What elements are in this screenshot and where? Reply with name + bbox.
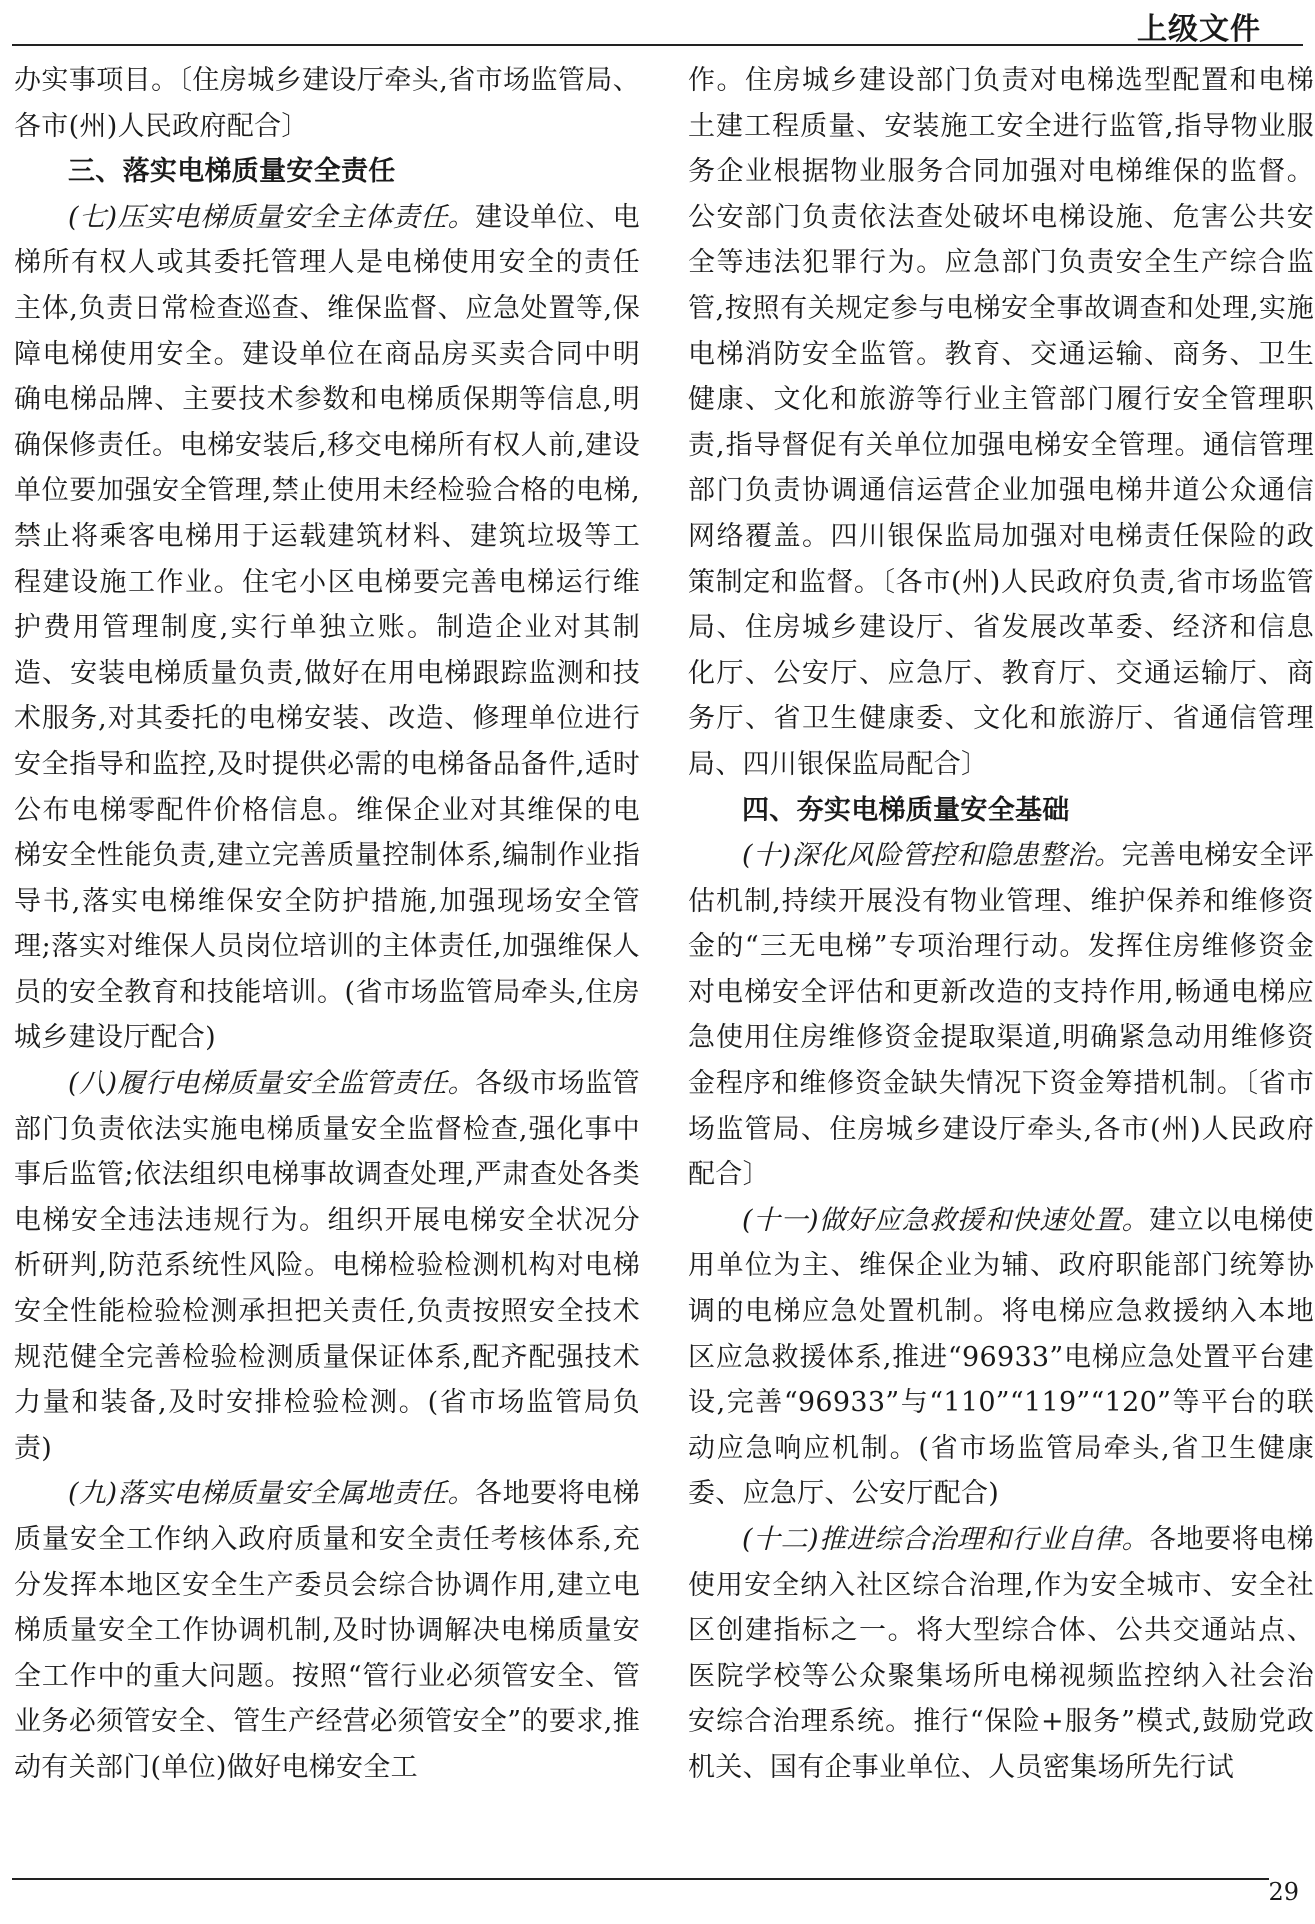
heading-section-3: 三、落实电梯质量安全责任	[68, 156, 396, 188]
heading-section-4: 四、夯实电梯质量安全基础	[742, 794, 1070, 826]
paragraph-11-body: 建立以电梯使用单位为主、维保企业为辅、政府职能部门统筹协调的电梯应急处置机制。将电梯应急救援纳入本地区应急救援体系,推进“96933”电梯应急处置平台建设,完善“96933”与“110”“119”“120”等平台的联动应急响应机制。(省市场监管局牵头,省卫生健康委、应急厅、公安厅配合)	[688, 1204, 1314, 1510]
header-divider	[12, 44, 1303, 46]
section-header-title: 上级文件	[1137, 12, 1261, 47]
paragraph-9-body: 各地要将电梯质量安全工作纳入政府质量和安全责任考核体系,充分发挥本地区安全生产委员会综合协调作用,建立电梯质量安全工作协调机制,及时协调解决电梯质量安全工作中的重大问题。按照“管行业必须管安全、管业务必须管安全、管生产经营必须管安全”的要求,推动有关部门(单位)做好电梯安全工	[14, 1478, 640, 1783]
paragraph-8-lead: (八)履行电梯质量安全监管责任。	[68, 1068, 476, 1100]
paragraph-7-body: 建设单位、电梯所有权人或其委托管理人是电梯使用安全的责任主体,负责日常检查巡查、维保监督、应急处置等,保障电梯使用安全。建设单位在商品房买卖合同中明确电梯品牌、主要技术参数和电梯质保期等信息,明确保修责任。电梯安装后,移交电梯所有权人前,建设单位要加强安全管理,禁止使用未经检验合格的电梯,禁止将乘客电梯用于运载建筑材料、建筑垃圾等工程建设施工作业。住宅小区电梯要完善电梯运行维护费用管理制度,实行单独立账。制造企业对其制造、安装电梯质量负责,做好在用电梯跟踪监测和技术服务,对其委托的电梯安装、改造、修理单位进行安全指导和监控,及时提供必需的电梯备品备件,适时公布电梯零配件价格信息。维保企业对其维保的电梯安全性能负责,建立完善质量控制体系,编制作业指导书,落实电梯维保安全防护措施,加强现场安全管理;落实对维保人员岗位培训的主体责任,加强维保人员的安全教育和技能培训。(省市场监管局牵头,住房城乡建设厅配合)	[14, 201, 640, 1054]
paragraph-7	[14, 195, 640, 1061]
paragraph-8	[14, 1061, 640, 1471]
footer-divider	[12, 1878, 1269, 1880]
page-number: 29	[1268, 1878, 1299, 1906]
right-text-column	[688, 58, 1314, 1791]
paragraph-continued: 作。住房城乡建设部门负责对电梯选型配置和电梯土建工程质量、安装施工安全进行监管,指导物业服务企业根据物业服务合同加强对电梯维保的监督。公安部门负责依法查处破坏电梯设施、危害公共安全等违法犯罪行为。应急部门负责安全生产综合监管,按照有关规定参与电梯安全事故调查和处理,实施电梯消防安全监管。教育、交通运输、商务、卫生健康、文化和旅游等行业主管部门履行安全管理职责,指导督促有关单位加强电梯安全管理。通信管理部门负责协调通信运营企业加强电梯井道公众通信网络覆盖。四川银保监局加强对电梯责任保险的政策制定和监督。〔各市(州)人民政府负责,省市场监管局、住房城乡建设厅、省发展改革委、经济和信息化厅、公安厅、应急厅、教育厅、交通运输厅、商务厅、省卫生健康委、文化和旅游厅、省通信管理局、四川银保监局配合〕	[688, 65, 1314, 780]
paragraph-9-lead: (九)落实电梯质量安全属地责任。	[68, 1478, 476, 1510]
paragraph-10	[688, 833, 1314, 1198]
paragraph-10-body: 完善电梯安全评估机制,持续开展没有物业管理、维护保养和维修资金的“三无电梯”专项治理行动。发挥住房维修资金对电梯安全评估和更新改造的支持作用,畅通电梯应急使用住房维修资金提取渠道,明确紧急动用维修资金程序和维修资金缺失情况下资金筹措机制。〔省市场监管局、住房城乡建设厅牵头,各市(州)人民政府配合〕	[688, 840, 1314, 1191]
paragraph-12-lead: (十二)推进综合治理和行业自律。	[742, 1524, 1150, 1555]
paragraph-11-lead: (十一)做好应急救援和快速处置。	[742, 1204, 1150, 1236]
paragraph-intro: 办实事项目。〔住房城乡建设厅牵头,省市场监管局、各市(州)人民政府配合〕	[14, 65, 640, 142]
paragraph-7-lead: (七)压实电梯质量安全主体责任。	[68, 201, 476, 233]
paragraph-12-body: 各地要将电梯使用安全纳入社区综合治理,作为安全城市、安全社区创建指标之一。将大型综合体、公共交通站点、医院学校等公众聚集场所电梯视频监控纳入社会治安综合治理系统。推行“保险+服务”模式,鼓励党政机关、国有企事业单位、人员密集场所先行试	[688, 1524, 1314, 1783]
paragraph-11	[688, 1198, 1314, 1517]
left-text-column	[14, 58, 640, 1791]
paragraph-8-body: 各级市场监管部门负责依法实施电梯质量安全监督检查,强化事中事后监管;依法组织电梯事故调查处理,严肃查处各类电梯安全违法违规行为。组织开展电梯安全状况分析研判,防范系统性风险。电梯检验检测机构对电梯安全性能检验检测承担把关责任,负责按照安全技术规范健全完善检验检测质量保证体系,配齐配强技术力量和装备,及时安排检验检测。(省市场监管局负责)	[14, 1068, 640, 1464]
paragraph-9	[14, 1471, 640, 1790]
paragraph-12	[688, 1517, 1314, 1791]
paragraph-10-lead: (十)深化风险管控和隐患整治。	[742, 840, 1122, 872]
